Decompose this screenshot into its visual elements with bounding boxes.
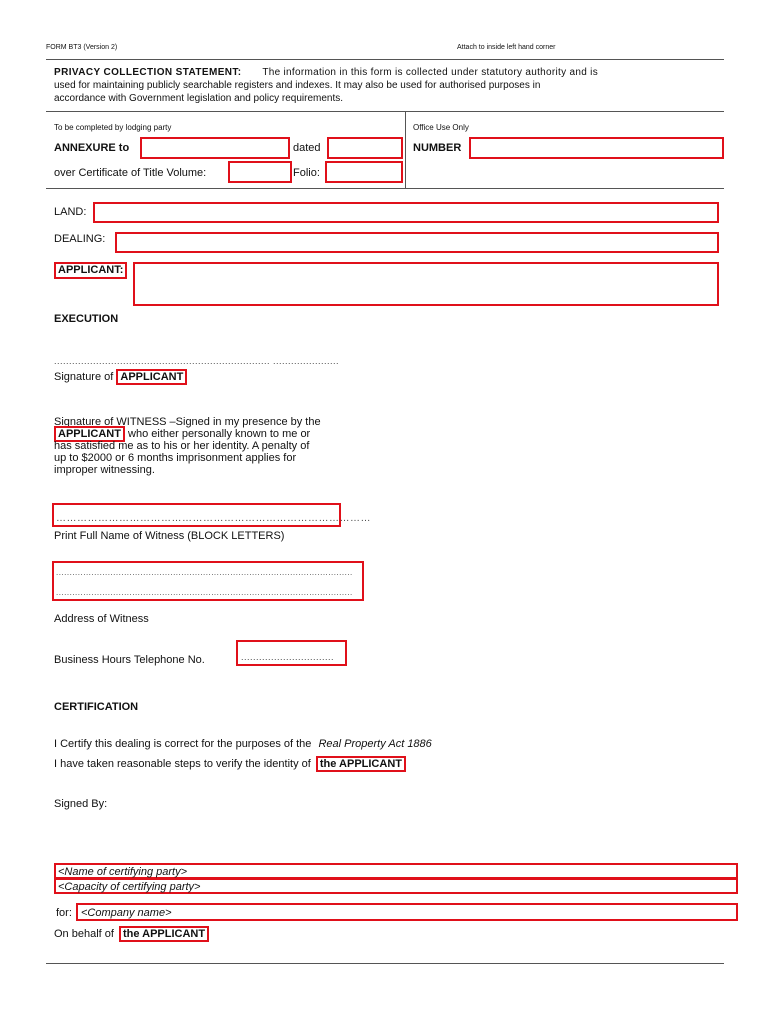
witness-line-3: has satisfied me as to his or her identity. A penalty of	[54, 440, 310, 452]
applicant-label-text: APPLICANT:	[54, 262, 127, 279]
certify-line-2-text: I have taken reasonable steps to verify the identity of	[54, 758, 311, 770]
annexure-field[interactable]	[140, 137, 290, 159]
privacy-text-2: used for maintaining publicly searchable registers and indexes. It may also be used for authorised purposes in	[54, 80, 541, 91]
witness-address-field[interactable]	[52, 561, 364, 601]
phone-label: Business Hours Telephone No.	[54, 654, 205, 666]
certifying-capacity-placeholder: <Capacity of certifying party>	[58, 881, 201, 893]
footer-divider	[46, 963, 724, 964]
dealing-label: DEALING:	[54, 233, 106, 245]
completed-by-label: To be completed by lodging party	[54, 123, 172, 132]
on-behalf-label: On behalf of	[54, 928, 114, 940]
privacy-text-1: The information in this form is collected under statutory authority and is	[262, 67, 598, 78]
number-label: NUMBER	[413, 142, 462, 154]
witness-line-5: improper witnessing.	[54, 464, 155, 476]
volume-label: over Certificate of Title Volume:	[54, 167, 207, 179]
certifying-name-placeholder: <Name of certifying party>	[58, 866, 188, 878]
office-use-label: Office Use Only	[413, 123, 469, 132]
certification-heading: CERTIFICATION	[54, 701, 139, 713]
witness-applicant-tag: APPLICANT	[54, 426, 125, 442]
witness-line-4: up to $2000 or 6 months imprisonment applies for	[54, 452, 297, 464]
dated-field[interactable]	[327, 137, 403, 159]
certifying-name-field[interactable]	[54, 863, 738, 879]
privacy-divider	[46, 111, 724, 112]
witness-line-1: Signature of WITNESS –Signed in my presence by the	[54, 416, 321, 428]
annexure-label: ANNEXURE to	[54, 142, 130, 154]
privacy-statement	[54, 66, 694, 105]
on-behalf-line	[54, 928, 209, 940]
applicant-signature-caption	[54, 371, 187, 383]
privacy-text-3: accordance with Government legislation and policy requirements.	[54, 93, 344, 104]
witness-line-2	[54, 428, 354, 440]
certify-line-2	[54, 758, 406, 770]
applicant-label	[54, 262, 127, 279]
witness-name-dots: ………………………………………………………………………………	[56, 513, 371, 524]
attach-note: Attach to inside left hand corner	[457, 44, 556, 51]
header-divider	[46, 59, 724, 60]
dated-label: dated	[293, 142, 321, 154]
certifying-capacity-field[interactable]	[54, 878, 738, 894]
witness-line-2-rest: who either personally known to me or	[128, 428, 311, 440]
form-id: FORM BT3 (Version 2)	[46, 44, 118, 51]
witness-name-label: Print Full Name of Witness (BLOCK LETTERS)	[54, 530, 285, 542]
act-name: Real Property Act 1886	[318, 738, 432, 750]
number-field[interactable]	[469, 137, 724, 159]
witness-statement	[54, 416, 354, 476]
applicant-signature-line: ........................................................................ ......................	[54, 356, 340, 366]
phone-field[interactable]	[236, 640, 347, 666]
witness-address-dots-1: .............................................................................................................	[56, 568, 353, 577]
witness-address-dots-2: .............................................................................................................	[56, 588, 353, 597]
for-label: for:	[56, 907, 72, 919]
applicant-field[interactable]	[133, 262, 719, 306]
certify-line-1	[54, 738, 432, 750]
dealing-field[interactable]	[115, 232, 719, 253]
certify-line-1-text: I Certify this dealing is correct for the purposes of the	[54, 738, 312, 750]
volume-field[interactable]	[228, 161, 292, 183]
folio-label: Folio:	[293, 167, 320, 179]
execution-heading: EXECUTION	[54, 313, 119, 325]
privacy-heading: PRIVACY COLLECTION STATEMENT:	[54, 67, 242, 78]
lodging-divider	[46, 188, 724, 189]
phone-dots: ...............................	[241, 652, 335, 662]
land-field[interactable]	[93, 202, 719, 223]
signature-of-label: Signature of	[54, 371, 114, 383]
on-behalf-applicant-tag: the APPLICANT	[119, 926, 209, 942]
company-field[interactable]	[76, 903, 738, 921]
company-placeholder: <Company name>	[81, 907, 172, 919]
folio-field[interactable]	[325, 161, 403, 183]
signed-by-label: Signed By:	[54, 798, 108, 810]
signature-applicant-tag: APPLICANT	[116, 369, 187, 385]
land-label: LAND:	[54, 206, 87, 218]
office-divider	[405, 111, 406, 188]
witness-name-field[interactable]	[52, 503, 371, 527]
witness-address-label: Address of Witness	[54, 613, 149, 625]
certify-applicant-tag: the APPLICANT	[316, 756, 406, 772]
